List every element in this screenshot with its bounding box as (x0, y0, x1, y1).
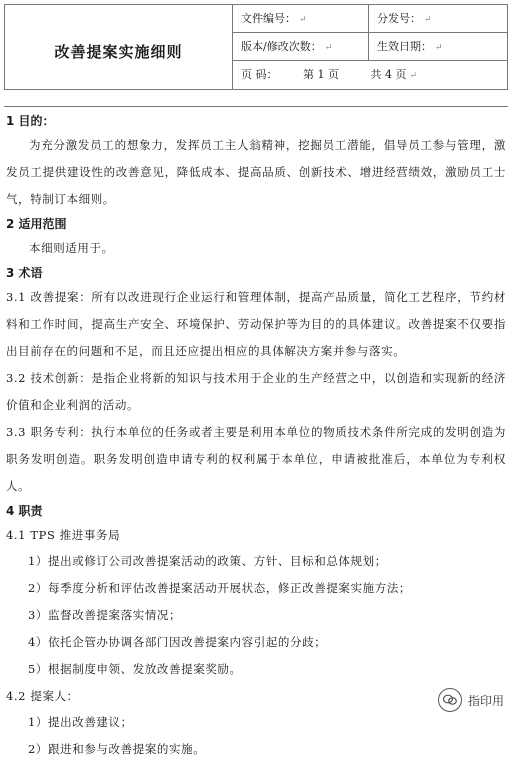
list-item: 4）依托企管办协调各部门因改善提案内容引起的分歧； (28, 635, 327, 649)
total-pages: 共 4 页 (370, 68, 407, 81)
section-heading-scope: 2 适用范围 (6, 217, 67, 231)
list-item: 5）根据制度申领、发放改善提案奖励。 (28, 662, 242, 676)
distribution-number-label: 分发号： ↵ (377, 12, 432, 25)
section-heading-purpose: 1 目的： (6, 114, 55, 128)
file-number-label: 文件编号： ↵ (233, 5, 369, 32)
version-label: 版本/修改次数： ↵ (233, 33, 369, 60)
section-heading-terms: 3 术语 (6, 266, 43, 280)
effective-date-label: 生效日期： ↵ (377, 40, 443, 53)
current-page: 第 1 页 (303, 68, 339, 81)
list-item: 1）提出改善建议； (28, 715, 133, 729)
watermark (438, 688, 504, 712)
subsection-proposer: 4.2 提案人： (6, 689, 79, 703)
subsection-tps-office: 4.1 TPS 推进事务局 (6, 528, 121, 542)
term-technical-innovation: 3.2 技术创新：是指企业将新的知识与技术用于企业的生产经营之中，以创造和实现新的经济价值和企业利润的活动。 (6, 371, 506, 412)
chat-bubble-icon (438, 688, 462, 712)
list-item: 1）提出或修订公司改善提案活动的政策、方针、目标和总体规划； (28, 554, 387, 568)
scope-paragraph: 本细则适用于。 (29, 241, 114, 255)
header-row-page (233, 61, 507, 89)
document-header-table (4, 4, 508, 90)
watermark-label: 指印用 (467, 693, 504, 708)
document-body (6, 110, 506, 763)
page-label: 页 码： (241, 68, 278, 81)
section-heading-responsibilities: 4 职责 (6, 504, 43, 518)
header-row-version (233, 33, 507, 61)
header-divider (4, 106, 508, 107)
document-title: 改善提案实施细则 (54, 43, 183, 61)
page-number-cell: 页 码： 第 1 页 共 4 页 ↵ (233, 61, 509, 89)
term-service-patent: 3.3 职务专利：执行本单位的任务或者主要是利用本单位的物质技术条件所完成的发明创造为职务发明创造。职务发明创造申请专利的权利属于本单位，申请被批准后，本单位为专利权人。 (6, 425, 506, 493)
term-improvement-proposal: 3.1 改善提案：所有以改进现行企业运行和管理体制，提高产品质量，简化工艺程序，节约材料和工作时间，提高生产安全、环境保护、劳动保护等为目的的具体建议。改善提案不仅要指出目前存在的问题和不足，而且还应提出相应的具体解决方案并参与落实。 (6, 290, 506, 358)
header-row-file-number (233, 5, 507, 33)
document-title-cell (5, 5, 233, 89)
list-item: 3）监督改善提案落实情况； (28, 608, 182, 622)
purpose-paragraph: 为充分激发员工的想象力，发挥员工主人翁精神，挖掘员工潜能，倡导员工参与管理，激发员工提供建设性的改善意见，降低成本、提高品质、创新技术、增进经营绩效，激励员工士气，特制订本细则。 (6, 138, 506, 206)
list-item: 2）跟进和参与改善提案的实施。 (28, 742, 206, 756)
list-item: 2）每季度分析和评估改善提案活动开展状态，修正改善提案实施方法； (28, 581, 412, 595)
